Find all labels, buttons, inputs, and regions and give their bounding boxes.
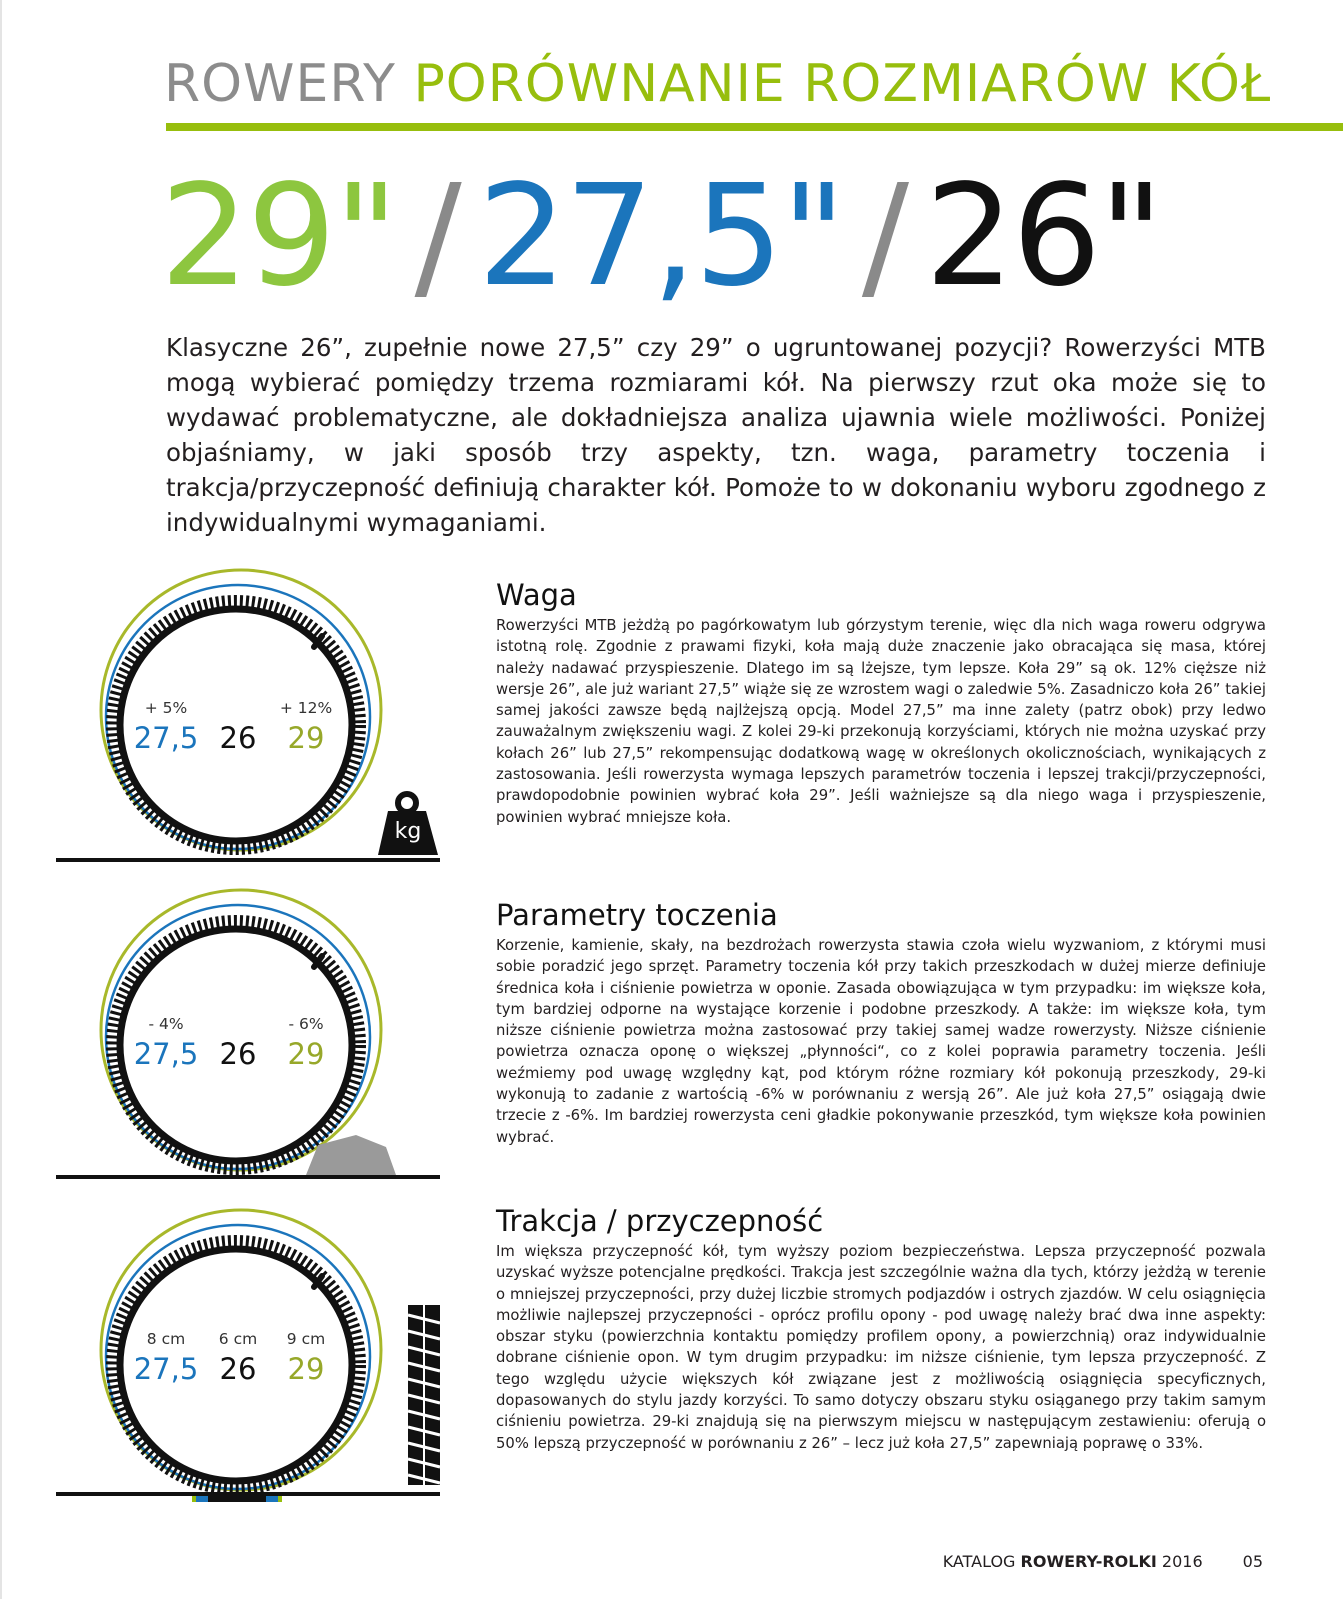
label-27-5: 8 cm: [146, 1330, 186, 1348]
label-27-5: - 4%: [148, 1015, 184, 1033]
footer-brand: ROWERY-ROLKI: [1020, 1552, 1157, 1571]
size-29: 29": [160, 155, 397, 318]
size-27-5: 27,5": [477, 155, 844, 318]
slash-1: /: [414, 155, 460, 318]
num-26: 26: [219, 1037, 257, 1071]
section-title: Trakcja / przyczepność: [496, 1204, 824, 1238]
page-edge-line: [0, 0, 2, 1599]
page-title: [164, 52, 1271, 116]
section-parametry-toczenia: [496, 898, 1266, 1148]
num-27-5: 27,5: [133, 1352, 199, 1386]
section-trakcja: [496, 1204, 1266, 1454]
label-27-5: + 5%: [144, 699, 188, 717]
wheel-diagram-weight: [56, 565, 446, 895]
section-waga: [496, 578, 1266, 828]
num-29: 29: [287, 1352, 325, 1386]
wheel-diagram-rolling: [56, 885, 446, 1215]
size-26: 26": [925, 155, 1162, 318]
title-subject: PORÓWNANIE ROZMIARÓW KÓŁ: [413, 54, 1272, 114]
num-27-5: 27,5: [133, 721, 199, 755]
section-body: Rowerzyści MTB jeżdżą po pagórkowatym lub górzystym terenie, więc dla nich waga roweru odgrywa istotną rolę. Zgodnie z prawami fizyki, koła mają duże znaczenie jako obracająca się masa, której należy nadawać przyspieszenie. Dlatego im są lżejsze, tym lepsze. Koła 29” są ok. 12% cięższe niż wersje 26”, ale już wariant 27,5” wiąże się ze wzrostem wagi o zaledwie 5%. Zasadniczo koła 26” takiej samej jakości zawsze będą najlżejszą opcją. Model 27,5” ma inne zalety (patrz obok) przy ledwo zauważalnym zwiększeniu wagi. Z kolei 29-ki przekonują korzyściami, których nie można uzyskać przy kołach 26” lub 27,5” rekompensując dodatkową wagę w określonych okolicznościach, wynikających z zastosowania. Jeśli rowerzysta wymaga lepszych parametrów toczenia i lepszej trakcji/przyczepności, prawdopodobnie powinien wybrać koła 29”. Jeśli ważniejsze są dla niego waga i przyspieszenie, powinien wybrać mniejsze koła.: [496, 617, 1266, 826]
footer-catalog: KATALOG: [942, 1552, 1016, 1571]
num-27-5: 27,5: [133, 1037, 199, 1071]
num-29: 29: [287, 721, 325, 755]
num-26: 26: [219, 721, 257, 755]
section-title: Parametry toczenia: [496, 898, 778, 932]
section-body: Im większa przyczepność kół, tym wyższy poziom bezpieczeństwa. Lepsza przyczepność pozwala uzyskać wyższe potencjalne prędkości. Trakcja jest szczególnie ważna dla tych, którzy jeżdżą w terenie o mniejszej przyczepności, przy dużej liczbie stromych podjazdów i ostrych zjazdów. W celu osiągnięcia możliwie najlepszej przyczepności - oprócz profilu opony - pod uwagę należy brać dwa inne aspekty: obszar styku (powierzchnia kontaktu pomiędzy profilem opony, a powierzchnią) oraz indywidualnie dobrane ciśnienie opon. W tym drugim przypadku: im niższe ciśnienie, tym lepsza przyczepność. Z tego względu użycie większych kół związane jest z możliwością osiągnięcia specyficznych, dopasowanych do stylu jazdy korzyści. To samo dotyczy obszaru styku osiąganego przy takim samym ciśnieniu powietrza. 29-ki znajdują się na pierwszym miejscu w następującym zestawieniu: oferują o 50% lepszą przyczepność w porównaniu z 26” – lecz już koła 27,5” zapewniają poprawę o 33%.: [496, 1243, 1266, 1452]
label-29: 9 cm: [286, 1330, 326, 1348]
title-underline: [166, 123, 1343, 131]
slash-2: /: [861, 155, 908, 318]
page-footer: [943, 1552, 1263, 1571]
section-body: Korzenie, kamienie, skały, na bezdrożach rowerzysta stawia czoła wielu wyzwaniom, z którymi musi sobie poradzić jego sprzęt. Parametry toczenia kół przy takich przeszkodach w dużej mierze definiuje średnica koła i ciśnienie powietrza w oponie. Zasada obowiązująca w tym przypadku: im większe koła, tym bardziej odporne na wystające korzenie i podobne przeszkody. A także: im większe koła, tym niższe ciśnienie powietrza można zastosować przy takiej samej wadze rowerzysty. Niższe ciśnienie powietrza oznacza oponę o większej „płynności“, co z kolei poprawia parametry toczenia. Jeśli weźmiemy pod uwagę względny kąt, pod którym różne rozmiary kół pokonują przeszkody, 29-ki wykonują to zadanie z wartością -6% w porównaniu z wersją 26”. Ale już koła 27,5” osiągają dwie trzecie z -6%. Im bardziej rowerzysta ceni gładkie pokonywanie przeszkód, tym większe koła powinien wybrać.: [496, 937, 1266, 1146]
label-26: 6 cm: [218, 1330, 258, 1348]
intro-paragraph: Klasyczne 26”, zupełnie nowe 27,5” czy 29” o ugruntowanej pozycji? Rowerzyści MTB mogą wybierać pomiędzy trzema rozmiarami kół. Na pierwszy rzut oka może się to wydawać problematyczne, ale dokładniejsza analiza ujawnia wiele możliwości. Poniżej objaśniamy, w jaki sposób trzy aspekty, tzn. waga, parametry toczenia i trakcja/przyczepność definiują charakter kół. Pomoże to w dokonaniu wyboru zgodnego z indywidualnymi wymaganiami.: [166, 333, 1266, 537]
label-29: + 12%: [279, 699, 333, 717]
footer-year: 2016: [1161, 1552, 1203, 1571]
page-number: 05: [1242, 1552, 1263, 1571]
tire-tread-icon: [408, 1305, 440, 1485]
num-29: 29: [287, 1037, 325, 1071]
wheel-diagram-traction: [56, 1205, 446, 1535]
title-rowery: ROWERY: [164, 54, 396, 114]
section-title: Waga: [496, 578, 577, 612]
kg-badge-text: kg: [394, 819, 422, 844]
wheel-sizes-headline: [160, 155, 1162, 318]
label-29: - 6%: [288, 1015, 324, 1033]
num-26: 26: [219, 1352, 257, 1386]
